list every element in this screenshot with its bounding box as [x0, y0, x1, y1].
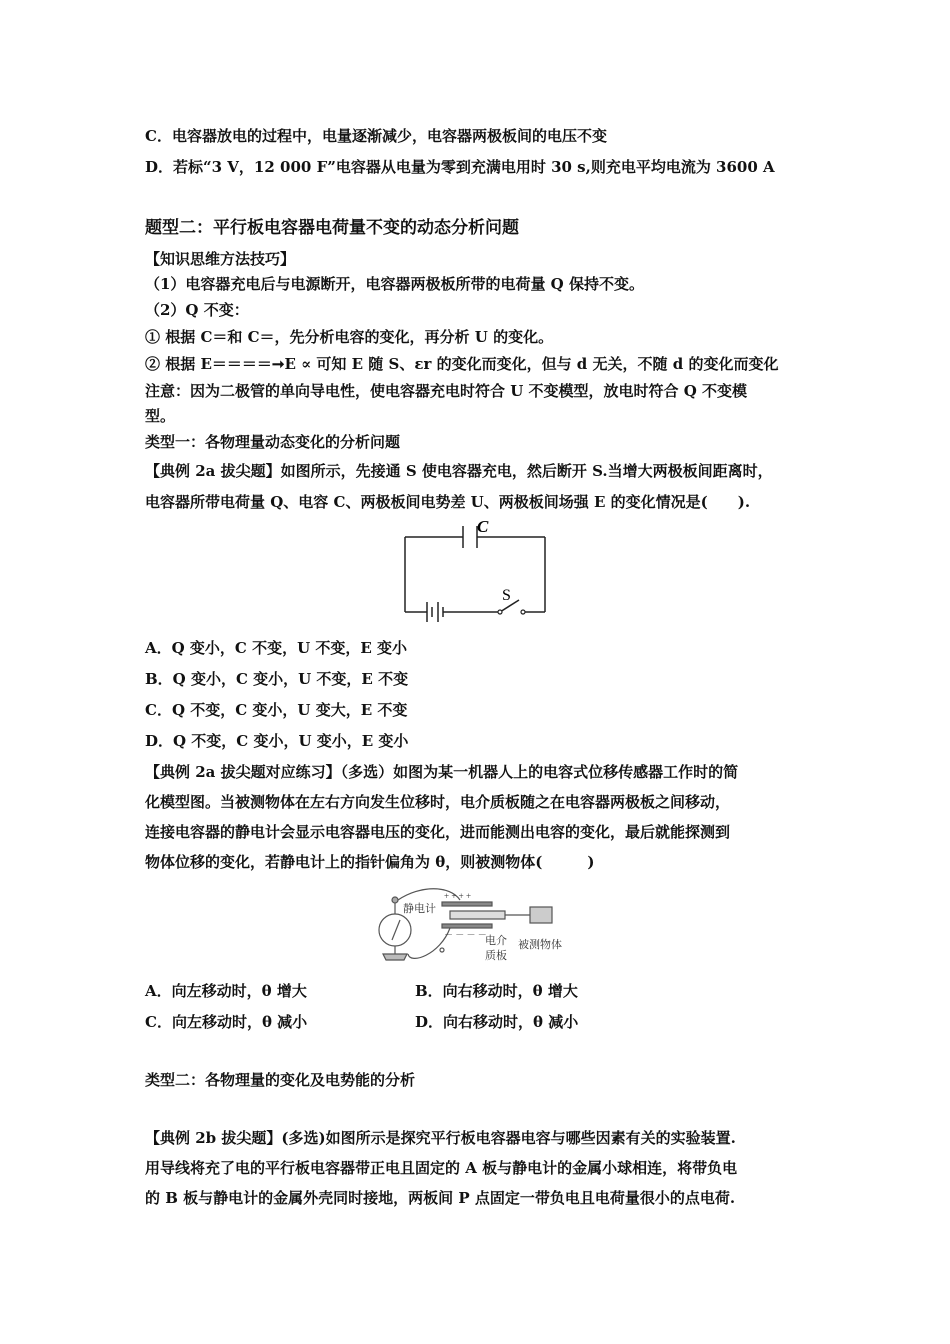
practice-line-1: 【典例 2a 拔尖题对应练习】（多选）如图为某一机器人上的电容式位移传感器工作时的简 [145, 763, 739, 781]
practice-line-2: 化模型图。当被测物体在左右方向发生位移时，电介质板随之在电容器两极板之间移动， [145, 793, 731, 811]
point-1: （1）电容器充电后与电源断开，电容器两极板所带的电荷量 Q 保持不变。 [145, 275, 644, 293]
practice-option-d: D．向右移动时，θ 减小 [415, 1013, 579, 1031]
point-2b: ② 根据 E＝＝＝＝➞E ∝ 可知 E 随 S、εr 的变化而变化，但与 d 无关，不随 d 的变化而变化 [145, 355, 779, 373]
dielectric-label-2: 质板 [485, 950, 507, 962]
option-b: B．Q 变小，C 变小，U 不变，E 不变 [145, 670, 409, 688]
practice-option-b: B．向右移动时，θ 增大 [415, 982, 578, 1000]
option-d: D．Q 不变，C 变小，U 变小，E 变小 [145, 732, 409, 750]
practice-line-4: 物体位移的变化，若静电计上的指针偏角为 θ，则被测物体( ) [145, 853, 595, 871]
note-line-2: 型。 [145, 407, 176, 425]
practice-option-c: C．向左移动时，θ 减小 [145, 1013, 308, 1031]
point-2: （2）Q 不变： [145, 301, 249, 319]
capacitor-label: C [477, 517, 489, 536]
example-2a-line-2: 电容器所带电荷量 Q、电容 C、两极板间电势差 U、两极板间场强 E 的变化情况是( ). [145, 493, 751, 511]
example-2b-line-3: 的 B 板与静电计的金属外壳同时接地，两板间 P 点固定一带负电且电荷量很小的点电荷. [145, 1189, 736, 1207]
circuit-diagram [395, 512, 555, 627]
type1-heading: 类型一：各物理量动态变化的分析问题 [145, 433, 401, 451]
option-a: A．Q 变小，C 不变，U 不变，E 变小 [145, 639, 408, 657]
sensor-diagram [370, 880, 585, 970]
minus-signs: － － － － [444, 930, 487, 940]
note-line-1: 注意：因为二极管的单向导电性，使电容器充电时符合 U 不变模型，放电时符合 Q 不变模 [145, 382, 748, 400]
practice-line-3: 连接电容器的静电计会显示电容器电压的变化，进而能测出电容的变化，最后就能探测到 [145, 823, 731, 841]
type2-heading: 类型二：各物理量的变化及电势能的分析 [145, 1071, 416, 1089]
section-title: 题型二：平行板电容器电荷量不变的动态分析问题 [145, 218, 519, 238]
switch-label: S [502, 587, 511, 604]
practice-option-a: A．向左移动时，θ 增大 [145, 982, 307, 1000]
option-c-top: C．电容器放电的过程中，电量逐渐减少，电容器两极板间的电压不变 [145, 127, 607, 145]
object-label: 被测物体 [518, 939, 562, 951]
point-2a: ① 根据 C＝和 C＝，先分析电容的变化，再分析 U 的变化。 [145, 328, 554, 346]
example-2b-line-1: 【典例 2b 拔尖题】(多选)如图所示是探究平行板电容器电容与哪些因素有关的实验装置. [145, 1129, 736, 1147]
electrometer-label: 静电计 [403, 903, 436, 915]
dielectric-label-1: 电介 [485, 935, 507, 947]
option-d-top: D．若标“3 V，12 000 F”电容器从电量为零到充满电用时 30 s,则充电平均电流为 3600 A [145, 158, 775, 176]
plus-signs: + + + + [444, 891, 472, 901]
method-heading: 【知识思维方法技巧】 [145, 250, 296, 268]
example-2a-line-1: 【典例 2a 拔尖题】如图所示，先接通 S 使电容器充电，然后断开 S.当增大两极板间距离时， [145, 462, 773, 480]
option-c: C．Q 不变，C 变小，U 变大，E 不变 [145, 701, 408, 719]
example-2b-line-2: 用导线将充了电的平行板电容器带正电且固定的 A 板与静电计的金属小球相连，将带负电 [145, 1159, 738, 1177]
